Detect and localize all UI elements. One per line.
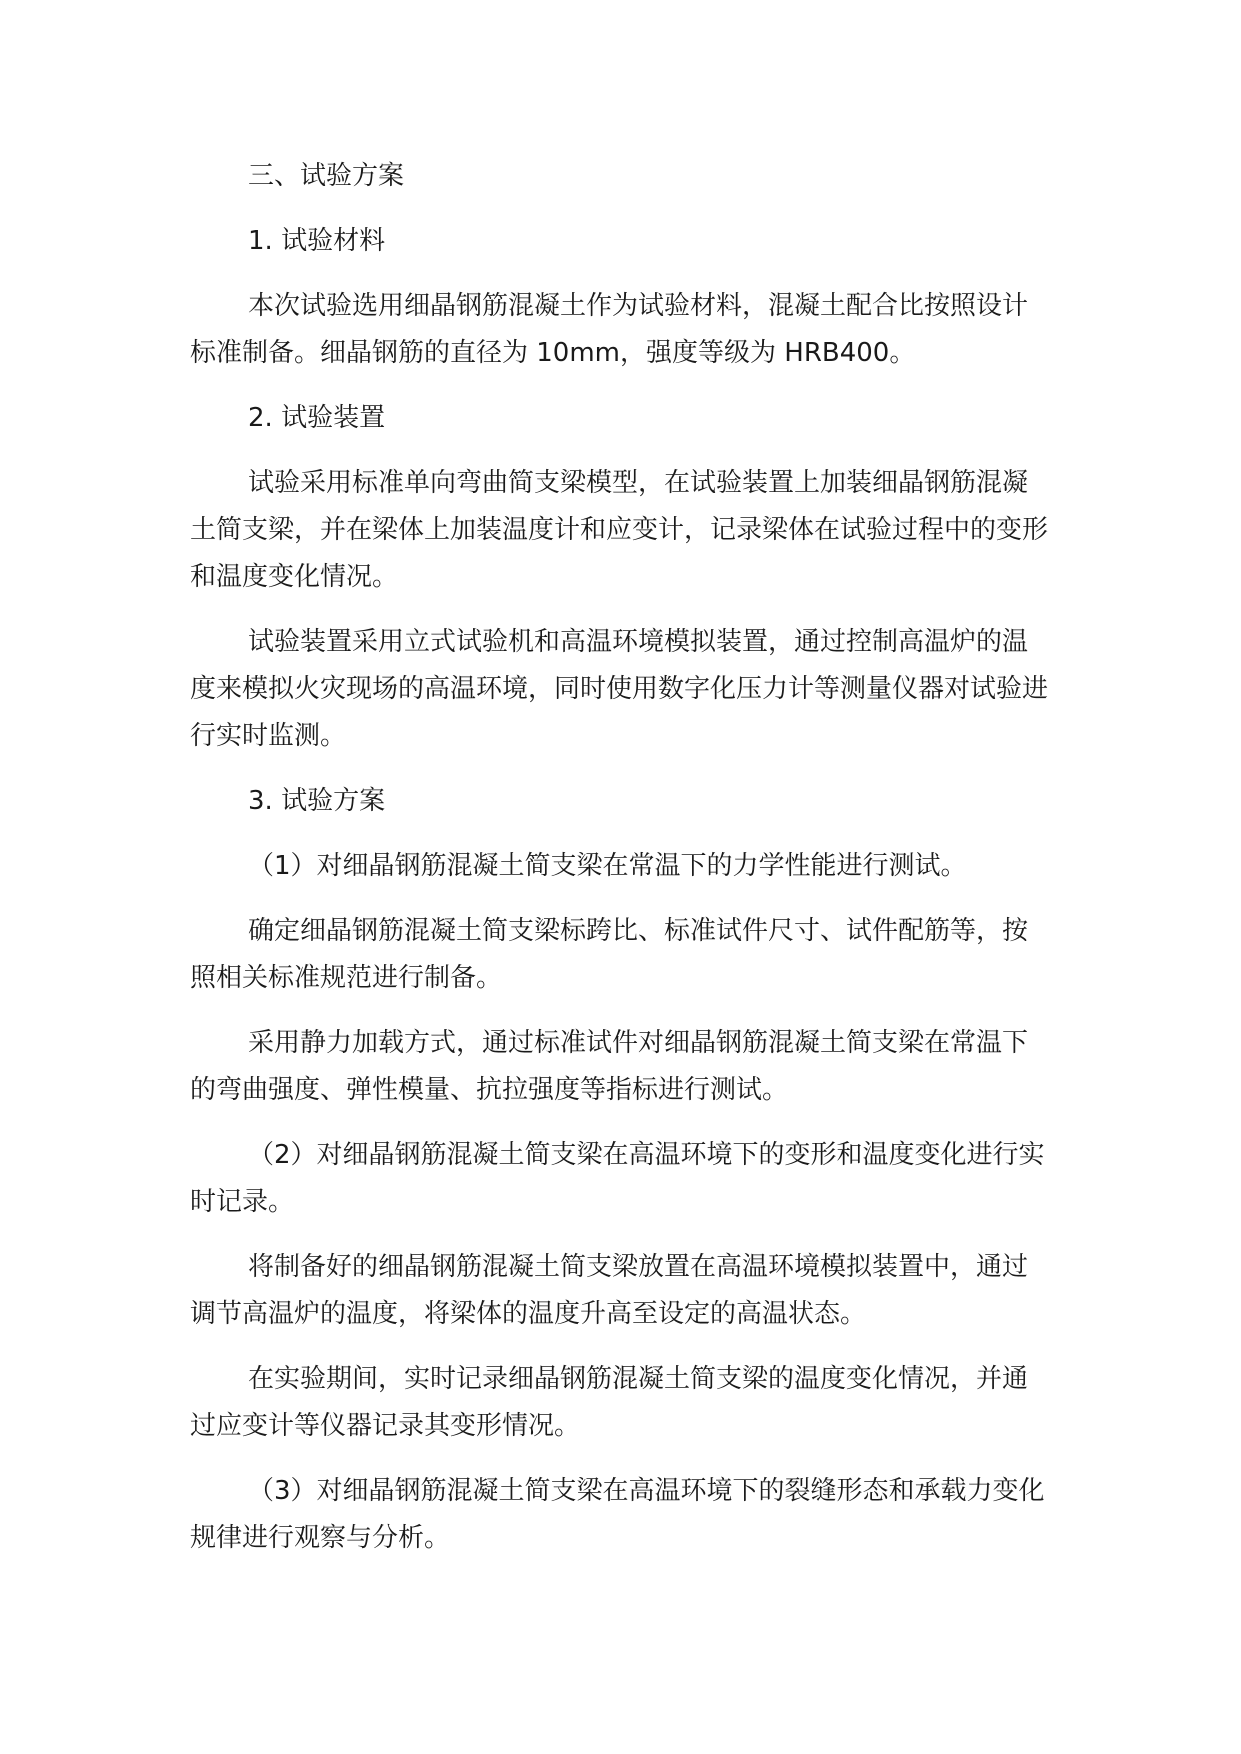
- paragraph-static-loading: 采用静力加载方式，通过标准试件对细晶钢筋混凝土简支梁在常温下的弯曲强度、弹性模量、抗拉强度等指标进行测试。: [190, 1028, 1029, 1105]
- paragraph-apparatus-equipment: 试验装置采用立式试验机和高温环境模拟装置，通过控制高温炉的温度来模拟火灾现场的高温环境，同时使用数字化压力计等测量仪器对试验进行实时监测。: [190, 627, 1049, 751]
- plan-item-2: （2）对细晶钢筋混凝土简支梁在高温环境下的变形和温度变化进行实时记录。: [190, 1140, 1045, 1217]
- paragraph-materials: 本次试验选用细晶钢筋混凝土作为试验材料，混凝土配合比按照设计标准制备。细晶钢筋的直径为 10mm，强度等级为 HRB400。: [190, 291, 1029, 368]
- subsection-heading-materials: 1. 试验材料: [248, 226, 386, 256]
- paragraph-specimen-preparation: 确定细晶钢筋混凝土简支梁标跨比、标准试件尺寸、试件配筋等，按照相关标准规范进行制备。: [190, 916, 1029, 993]
- paragraph-high-temperature-setup: 将制备好的细晶钢筋混凝土简支梁放置在高温环境模拟装置中，通过调节高温炉的温度，将梁体的温度升高至设定的高温状态。: [190, 1252, 1029, 1329]
- paragraph-apparatus-model: 试验采用标准单向弯曲简支梁模型，在试验装置上加装细晶钢筋混凝土简支梁，并在梁体上加装温度计和应变计，记录梁体在试验过程中的变形和温度变化情况。: [190, 468, 1049, 592]
- section-heading: 三、试验方案: [248, 161, 405, 191]
- subsection-heading-plan: 3. 试验方案: [248, 786, 386, 816]
- plan-item-3: （3）对细晶钢筋混凝土简支梁在高温环境下的裂缝形态和承载力变化规律进行观察与分析。: [190, 1476, 1045, 1553]
- document-body: [190, 153, 1050, 1580]
- subsection-heading-apparatus: 2. 试验装置: [248, 403, 386, 433]
- plan-item-1: （1）对细晶钢筋混凝土简支梁在常温下的力学性能进行测试。: [248, 851, 967, 881]
- paragraph-realtime-recording: 在实验期间，实时记录细晶钢筋混凝土简支梁的温度变化情况，并通过应变计等仪器记录其变形情况。: [190, 1364, 1029, 1441]
